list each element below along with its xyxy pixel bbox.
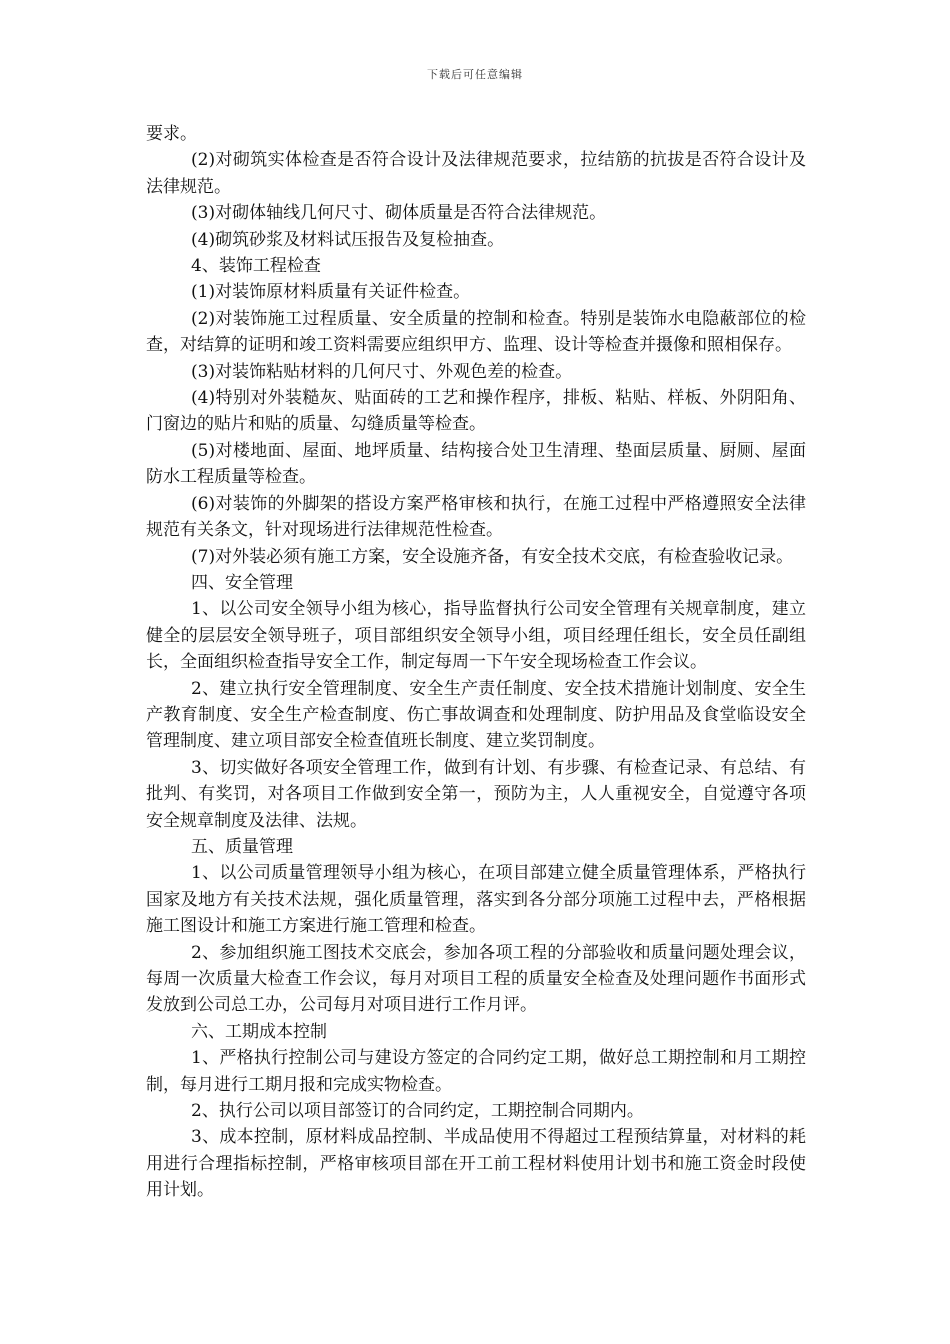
paragraph: (6)对装饰的外脚架的搭设方案严格审核和执行，在施工过程中严格遵照安全法律规范有关条文，针对现场进行法律规范性检查。 <box>146 493 806 541</box>
paragraph: (5)对楼地面、屋面、地坪质量、结构接合处卫生清理、垫面层质量、厨厕、屋面防水工程质量等检查。 <box>146 440 806 488</box>
paragraph: (3)对装饰粘贴材料的几何尺寸、外观色差的检查。 <box>191 361 573 382</box>
paragraph: 1、以公司安全领导小组为核心，指导监督执行公司安全管理有关规章制度，建立健全的层层安全领导班子，项目部组织安全领导小组，项目经理任组长，安全员任副组长，全面组织检查指导安全工作，制定每周一下午安全现场检查工作会议。 <box>146 599 806 673</box>
paragraph: 3、切实做好各项安全管理工作，做到有计划、有步骤、有检查记录、有总结、有批判、有奖罚，对各项目工作做到安全第一，预防为主，人人重视安全，自觉遵守各项安全规章制度及法律、法规。 <box>146 757 806 831</box>
paragraph: 要求。 <box>146 124 197 144</box>
paragraph: (1)对装饰原材料质量有关证件检查。 <box>191 282 471 303</box>
paragraph: (4)特别对外装糙灰、贴面砖的工艺和操作程序，排板、粘贴、样板、外阴阳角、门窗边的贴片和贴的质量、勾缝质量等检查。 <box>146 388 806 435</box>
paragraph: 六、工期成本控制 <box>191 1021 327 1042</box>
paragraph: (4)砌筑砂浆及材料试压报告及复检抽查。 <box>191 229 505 250</box>
paragraph: 2、执行公司以项目部签订的合同约定，工期控制合同期内。 <box>191 1101 644 1122</box>
paragraph: 4、装饰工程检查 <box>191 256 321 277</box>
paragraph: (3)对砌体轴线几何尺寸、砌体质量是否符合法律规范。 <box>191 203 607 224</box>
paragraph: 1、以公司质量管理领导小组为核心，在项目部建立健全质量管理体系，严格执行国家及地方有关技术法规，强化质量管理，落实到各分部分项施工过程中去，严格根据施工图设计和施工方案进行施工管理和检查。 <box>146 863 806 937</box>
paragraph: 四、安全管理 <box>191 572 293 593</box>
paragraph: 1、严格执行控制公司与建设方签定的合同约定工期，做好总工期控制和月工期控制，每月进行工期月报和完成实物检查。 <box>146 1048 806 1095</box>
paragraph: (2)对装饰施工过程质量、安全质量的控制和检查。特别是装饰水电隐蔽部位的检查，对结算的证明和竣工资料需要应组织甲方、监理、设计等检查并摄像和照相保存。 <box>146 308 806 356</box>
paragraph: (2)对砌筑实体检查是否符合设计及法律规范要求，拉结筋的抗拔是否符合设计及法律规范。 <box>146 150 806 197</box>
page-header: 下载后可任意编辑 <box>427 68 523 81</box>
paragraph: 2、建立执行安全管理制度、安全生产责任制度、安全技术措施计划制度、安全生产教育制度、安全生产检查制度、伤亡事故调查和处理制度、防护用品及食堂临设安全管理制度、建立项目部安全检查值班长制度、建立奖罚制度。 <box>146 678 806 752</box>
paragraph: (7)对外装必须有施工方案，安全设施齐备，有安全技术交底，有检查验收记录。 <box>191 546 794 567</box>
paragraph: 五、质量管理 <box>191 836 293 857</box>
document-body <box>146 121 806 1204</box>
paragraph: 3、成本控制，原材料成品控制、半成品使用不得超过工程预结算量，对材料的耗用进行合理指标控制，严格审核项目部在开工前工程材料使用计划书和施工资金时段使用计划。 <box>146 1127 806 1201</box>
paragraph: 2、参加组织施工图技术交底会，参加各项工程的分部验收和质量问题处理会议，每周一次质量大检查工作会议，每月对项目工程的质量安全检查及处理问题作书面形式发放到公司总工办，公司每月对项目进行工作月评。 <box>146 942 806 1016</box>
